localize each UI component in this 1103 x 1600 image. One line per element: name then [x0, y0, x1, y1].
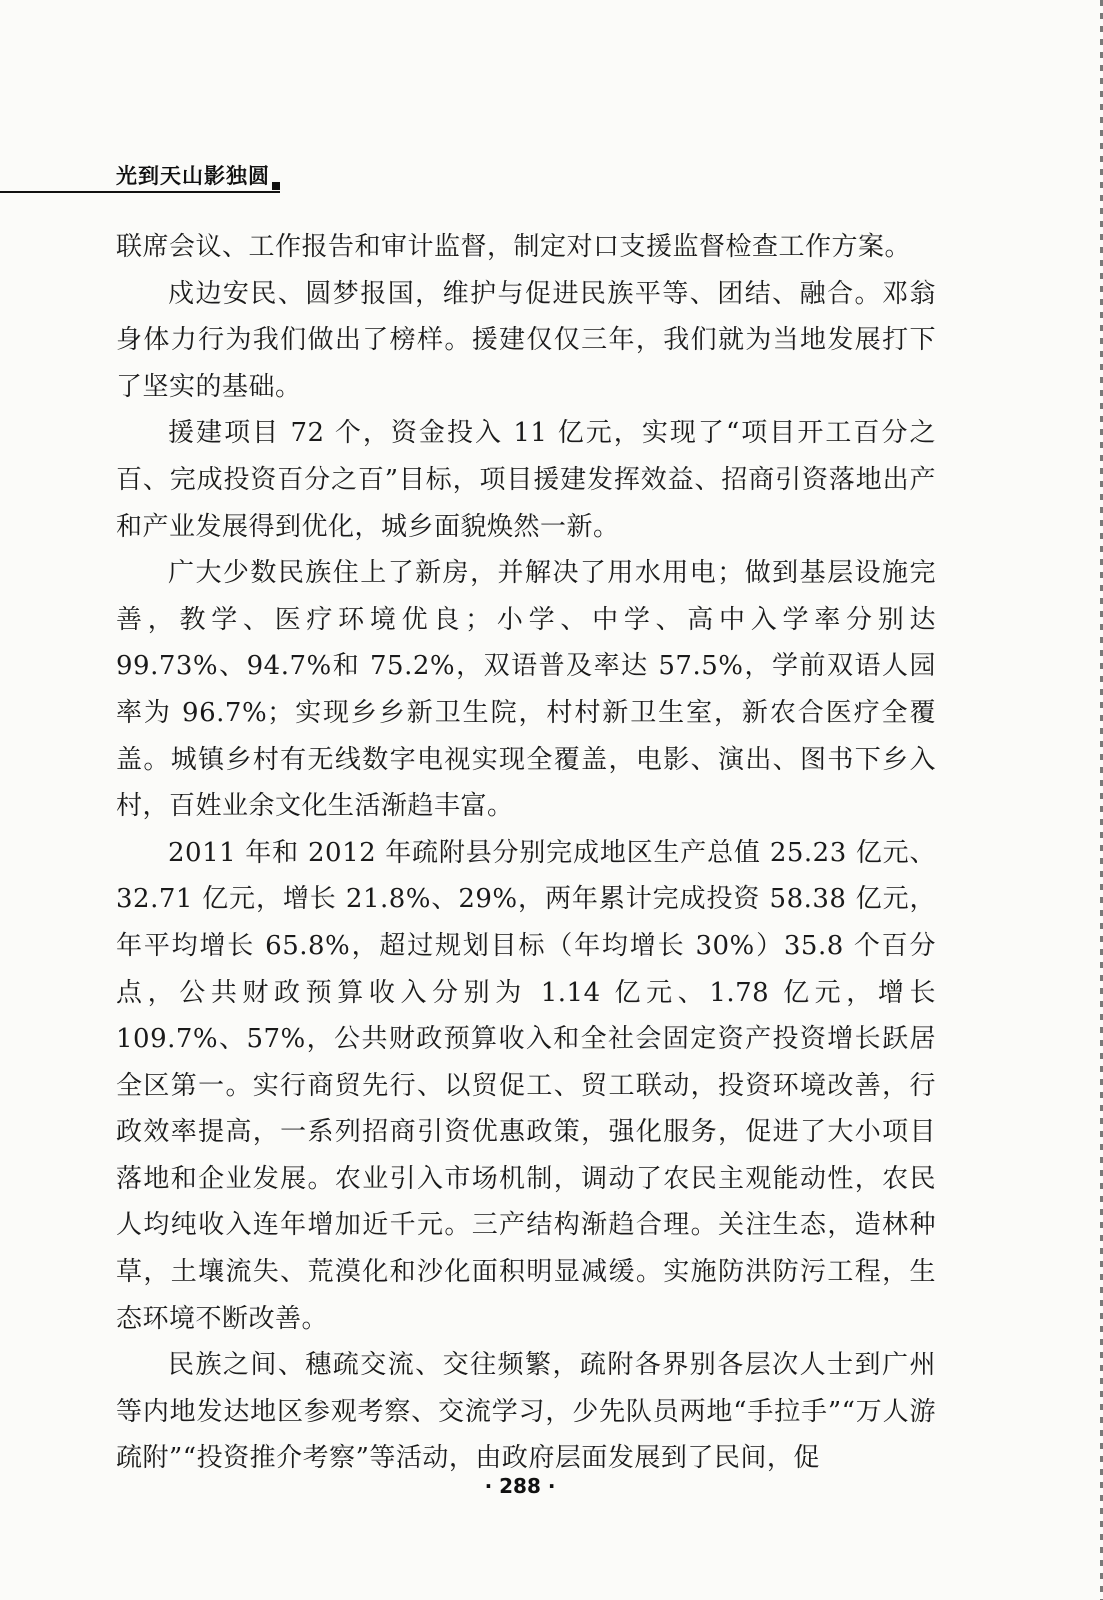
paragraph-3: 援建项目 72 个，资金投入 11 亿元，实现了“项目开工百分之百、完成投资百分之百”目标，项目援建发挥效益、招商引资落地出产和产业发展得到优化，城乡面貌焕然一新。: [116, 418, 936, 542]
body-text: [116, 224, 936, 1482]
paragraph-5: 2011 年和 2012 年疏附县分别完成地区生产总值 25.23 亿元、32.71 亿元，增长 21.8%、29%，两年累计完成投资 58.38 亿元，年平均增长 65.8%，超过规划目标（年均增长 30%）35.8 个百分点，公共财政预算收入分别为 1.14 亿元、1.78 亿元，增长 109.7%、57%，公共财政预算收入和全社会固定资产投资增长跃居全区第一。实行商贸先行、以贸促工、贸工联动，投资环境改善，行政效率提高，一系列招商引资优惠政策，强化服务，促进了大小项目落地和企业发展。农业引入市场机制，调动了农民主观能动性，农民人均纯收入连年增加近千元。三产结构渐趋合理。关注生态，造林种草，土壤流失、荒漠化和沙化面积明显减缓。实施防洪防污工程，生态环境不断改善。: [116, 837, 936, 1334]
paragraph-2: 戍边安民、圆梦报国，维护与促进民族平等、团结、融合。邓翁身体力行为我们做出了榜样。援建仅仅三年，我们就为当地发展打下了坚实的基础。: [116, 278, 936, 402]
header-rule: [0, 191, 280, 193]
paragraph-6: 民族之间、穗疏交流、交往频繁，疏附各界别各层次人士到广州等内地发达地区参观考察、交流学习，少先队员两地“手拉手”“万人游疏附”“投资推介考察”等活动，由政府层面发展到了民间，促: [116, 1350, 936, 1474]
paragraph-1: 联席会议、工作报告和审计监督，制定对口支援监督检查工作方案。: [116, 232, 912, 262]
page-number: · 288 ·: [484, 1474, 556, 1498]
header-square-marker: [272, 182, 280, 190]
paragraph-4: 广大少数民族住上了新房，并解决了用水用电；做到基层设施完善，教学、医疗环境优良；小学、中学、高中入学率分别达 99.73%、94.7%和 75.2%，双语普及率达 57.5%，学前双语人园率为 96.7%；实现乡乡新卫生院，村村新卫生室，新农合医疗全覆盖。城镇乡村有无线数字电视实现全覆盖，电影、演出、图书下乡入村，百姓业余文化生活渐趋丰富。: [116, 558, 936, 822]
running-header-title: 光到天山影独圆: [116, 164, 270, 188]
